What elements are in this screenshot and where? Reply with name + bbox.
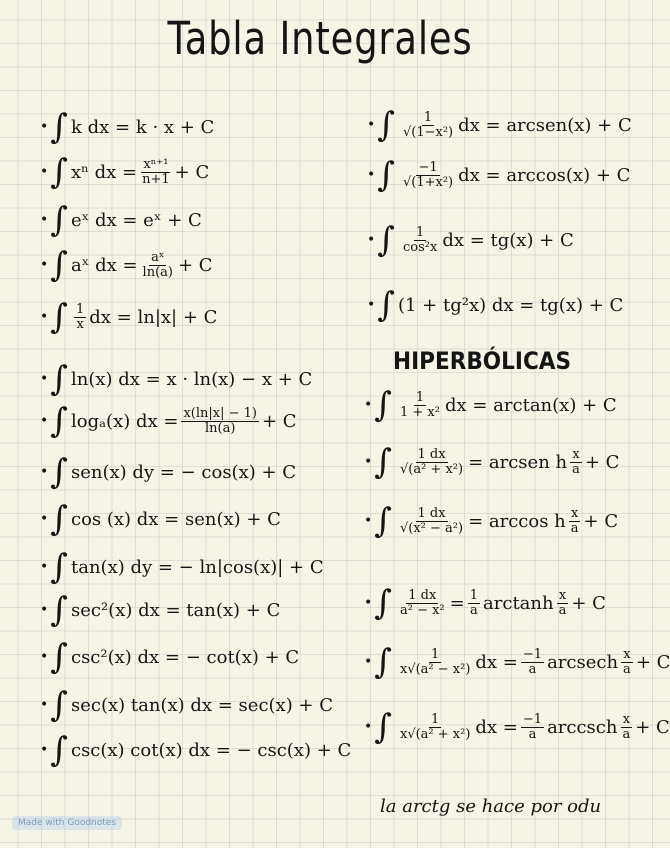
formula-text: + C <box>177 254 213 276</box>
bullet-point: • <box>40 602 49 618</box>
numerator: 1 <box>469 587 479 603</box>
formula-text: + C <box>584 451 620 473</box>
denominator: n+1 <box>142 171 170 187</box>
denominator: a <box>558 602 567 618</box>
numerator: −1 <box>418 159 438 175</box>
bullet-point: • <box>40 559 49 575</box>
formula-text: + C <box>174 161 210 183</box>
formula-text: dx = arccos(x) + C <box>458 164 631 186</box>
denominator: a <box>572 461 580 477</box>
bullet-point: • <box>364 397 373 413</box>
bullet-point: • <box>40 309 49 325</box>
formula-text: dx = tg(x) + C <box>442 229 574 251</box>
denominator: x√(a² − x²) <box>399 661 471 677</box>
formula-text: sec²(x) dx = tan(x) + C <box>70 599 281 621</box>
formula-text: = arccos h <box>468 510 566 532</box>
bullet-point: • <box>40 212 49 228</box>
numerator: x <box>622 711 631 727</box>
integral-sign: ∫ <box>377 285 395 325</box>
integral-sign: ∫ <box>50 200 68 240</box>
integral-formula <box>40 590 281 630</box>
bullet-point: • <box>40 464 49 480</box>
fraction <box>401 111 455 139</box>
integral-sign: ∫ <box>50 297 68 337</box>
fraction <box>398 713 472 741</box>
integral-sign: ∫ <box>50 107 68 147</box>
fraction <box>398 589 447 617</box>
denominator: x√(a² + x²) <box>399 726 471 742</box>
integral-sign: ∫ <box>374 385 392 425</box>
denominator: a <box>470 602 478 618</box>
formula-text: xⁿ dx = <box>70 161 138 183</box>
integral-formula <box>364 442 620 482</box>
bullet-point: • <box>367 167 376 183</box>
formula-text: = arcsen h <box>468 451 568 473</box>
denominator: a <box>623 661 631 677</box>
integral-formula <box>40 359 313 399</box>
fraction <box>141 251 175 279</box>
formula-text: + C <box>635 716 670 738</box>
handwritten-note: la arctg se hace por odu <box>380 796 602 817</box>
integral-formula <box>40 452 297 492</box>
integral-formula <box>367 105 632 145</box>
bullet-point: • <box>40 257 49 273</box>
bullet-point: • <box>367 232 376 248</box>
denominator: √(x² − a²) <box>399 520 464 536</box>
numerator: x <box>572 446 580 462</box>
formula-text: ln(x) dx = x · ln(x) − x + C <box>70 368 313 390</box>
integral-formula <box>40 297 218 337</box>
integral-sign: ∫ <box>50 685 68 725</box>
integral-formula <box>40 107 215 147</box>
integral-sign: ∫ <box>50 730 68 770</box>
denominator: √(a² + x²) <box>399 461 464 477</box>
numerator: x <box>570 505 579 521</box>
hyperbolic-heading: HIPERBÓLICAS <box>393 347 572 375</box>
denominator: a <box>528 726 537 742</box>
fraction <box>74 303 86 331</box>
integral-formula <box>40 499 281 539</box>
integral-formula <box>364 707 670 747</box>
numerator: −1 <box>522 646 543 662</box>
bullet-point: • <box>364 719 373 735</box>
integral-formula <box>367 220 574 260</box>
integral-sign: ∫ <box>50 152 68 192</box>
numerator: 1 <box>431 646 440 662</box>
integral-formula <box>40 547 324 587</box>
integral-sign: ∫ <box>377 105 395 145</box>
formula-text: dx = arctan(x) + C <box>444 394 617 416</box>
fraction <box>621 648 633 676</box>
integral-sign: ∫ <box>50 401 68 441</box>
numerator: 1 <box>431 711 440 727</box>
fraction <box>468 589 480 617</box>
denominator: √(1+x²) <box>402 174 454 190</box>
integral-sign: ∫ <box>377 155 395 195</box>
integral-sign: ∫ <box>374 583 392 623</box>
integral-formula <box>40 401 297 441</box>
integral-sign: ∫ <box>50 245 68 285</box>
integral-formula <box>40 685 334 725</box>
formula-text: csc(x) cot(x) dx = − csc(x) + C <box>70 739 352 761</box>
formula-text: csc²(x) dx = − cot(x) + C <box>70 646 300 668</box>
formula-text: sec(x) tan(x) dx = sec(x) + C <box>70 694 334 716</box>
fraction <box>569 507 581 535</box>
formula-text: tan(x) dy = − ln|cos(x)| + C <box>70 556 324 578</box>
formula-text: k dx = k · x + C <box>70 116 215 138</box>
numerator: 1 dx <box>417 505 446 521</box>
numerator: 1 <box>75 301 85 317</box>
formula-text: + C <box>635 651 670 673</box>
integral-formula <box>364 583 606 623</box>
page-title: Tabla Integrales <box>167 12 473 65</box>
bullet-point: • <box>40 413 49 429</box>
bullet-point: • <box>40 697 49 713</box>
denominator: a <box>570 520 579 536</box>
fraction <box>521 713 544 741</box>
fraction <box>398 448 465 476</box>
integral-sign: ∫ <box>50 499 68 539</box>
denominator: cos²x <box>402 239 438 255</box>
formula-text: sen(x) dy = − cos(x) + C <box>70 461 297 483</box>
goodnotes-badge: Made with Goodnotes <box>12 816 122 830</box>
bullet-point: • <box>40 371 49 387</box>
numerator: 1 dx <box>408 587 437 603</box>
numerator: x(ln|x| − 1) <box>183 405 257 421</box>
integral-formula <box>367 285 624 325</box>
formula-text: dx = ln|x| + C <box>89 306 218 328</box>
integral-sign: ∫ <box>377 220 395 260</box>
denominator: 1 + x² <box>399 404 440 420</box>
numerator: 1 <box>423 109 433 125</box>
fraction <box>401 161 455 189</box>
fraction <box>620 713 632 741</box>
formula-text: cos (x) dx = sen(x) + C <box>70 508 281 530</box>
fraction <box>140 158 172 186</box>
integral-formula <box>364 385 617 425</box>
formula-text: logₐ(x) dx = <box>70 410 179 432</box>
integral-sign: ∫ <box>374 707 392 747</box>
denominator: x <box>76 316 84 332</box>
formula-text: dx = <box>475 716 518 738</box>
bullet-point: • <box>367 117 376 133</box>
formula-text: aˣ dx = <box>70 254 138 276</box>
integral-formula <box>40 730 352 770</box>
integral-sign: ∫ <box>374 642 392 682</box>
integral-formula <box>40 245 213 285</box>
numerator: xⁿ⁺¹ <box>143 156 169 172</box>
bullet-point: • <box>364 454 373 470</box>
integral-formula <box>364 642 670 682</box>
fraction <box>181 407 259 435</box>
formula-text: eˣ dx = eˣ + C <box>70 209 202 231</box>
integral-sign: ∫ <box>50 637 68 677</box>
formula-text: dx = arcsen(x) + C <box>458 114 632 136</box>
formula-text: (1 + tg²x) dx = tg(x) + C <box>397 294 624 316</box>
bullet-point: • <box>364 513 373 529</box>
bullet-point: • <box>364 654 373 670</box>
formula-text: = <box>449 592 465 614</box>
integral-formula <box>364 501 619 541</box>
formula-text: + C <box>261 410 297 432</box>
integral-sign: ∫ <box>50 452 68 492</box>
numerator: aˣ <box>151 249 165 265</box>
bullet-point: • <box>40 742 49 758</box>
bullet-point: • <box>40 649 49 665</box>
fraction <box>521 648 544 676</box>
formula-text: arccsch <box>547 716 618 738</box>
fraction <box>401 226 439 254</box>
denominator: a² − x² <box>399 602 445 618</box>
numerator: x <box>558 587 567 603</box>
numerator: −1 <box>522 711 543 727</box>
integral-sign: ∫ <box>50 359 68 399</box>
denominator: ln(a) <box>142 264 173 280</box>
formula-text: dx = <box>475 651 518 673</box>
integral-formula <box>40 152 210 192</box>
integral-formula <box>40 637 300 677</box>
numerator: 1 dx <box>417 446 446 462</box>
denominator: a <box>528 661 537 677</box>
fraction <box>557 589 569 617</box>
denominator: √(1−x²) <box>402 124 454 140</box>
integral-formula <box>367 155 631 195</box>
integral-formula <box>40 200 202 240</box>
bullet-point: • <box>40 119 49 135</box>
bullet-point: • <box>364 595 373 611</box>
formula-text: arctanh <box>483 592 554 614</box>
fraction <box>398 507 465 535</box>
denominator: a <box>622 726 631 742</box>
integral-sign: ∫ <box>374 442 392 482</box>
numerator: 1 <box>415 389 425 405</box>
integral-sign: ∫ <box>50 547 68 587</box>
fraction <box>398 391 442 419</box>
fraction <box>570 448 582 476</box>
fraction <box>398 648 472 676</box>
numerator: x <box>623 646 631 662</box>
integral-sign: ∫ <box>50 590 68 630</box>
denominator: ln(a) <box>205 420 236 436</box>
formula-text: + C <box>583 510 619 532</box>
bullet-point: • <box>40 164 49 180</box>
formula-text: arcsech <box>547 651 619 673</box>
integral-sign: ∫ <box>374 501 392 541</box>
bullet-point: • <box>40 511 49 527</box>
numerator: 1 <box>416 224 425 240</box>
bullet-point: • <box>367 297 376 313</box>
formula-text: + C <box>571 592 606 614</box>
